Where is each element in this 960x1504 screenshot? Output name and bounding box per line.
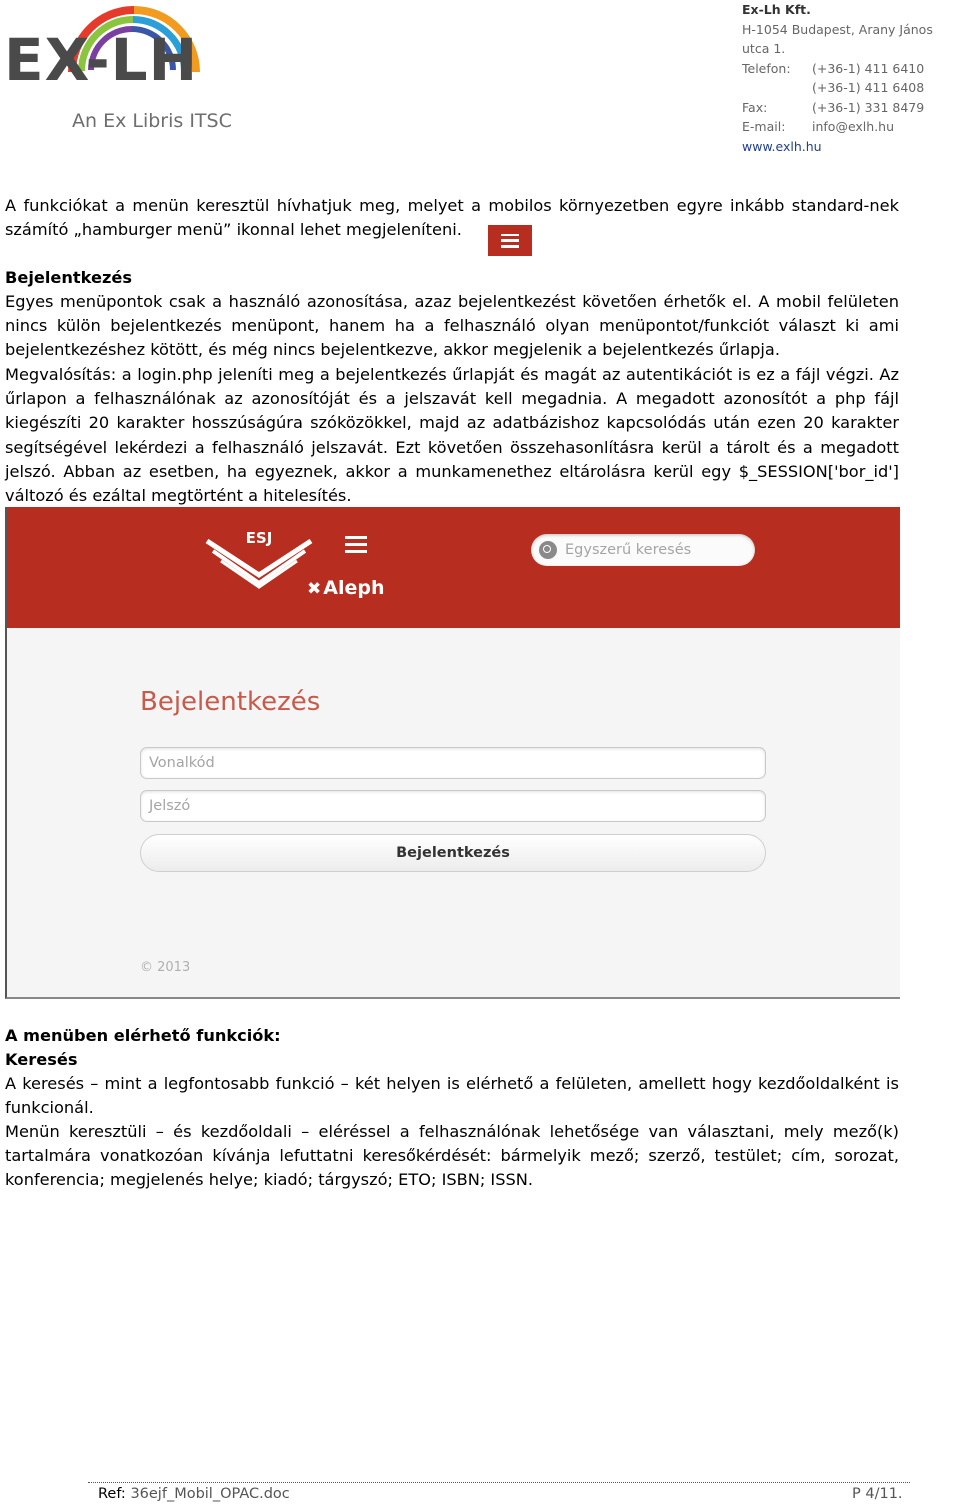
footer-reference — [98, 1484, 290, 1504]
login-button-label: Bejelentkezés — [396, 845, 510, 861]
hamburger-menu-icon — [488, 225, 532, 256]
login-paragraph-1: Egyes menüpontok csak a használó azonosítása, azaz bejelentkezést követően érhetők el. A mobil felületen nincs külön bejelentkezés menüpont, hanem ha a felhasználó olyan menüpontot/funkciót választ ki ami bejelentkezéshez kötött, és még nincs bejelentkezve, akkor megjelenik a bejelentkezés űrlapja. — [5, 292, 899, 360]
fax-row — [742, 98, 960, 118]
company-address: H-1054 Budapest, Arany János utca 1. — [742, 21, 933, 56]
ref-label: Ref: — [98, 1486, 126, 1502]
aleph-label: Aleph — [323, 577, 385, 599]
copyright: © 2013 — [140, 960, 191, 975]
search-icon — [539, 541, 557, 559]
logo-tagline: An Ex Libris ITSC — [72, 110, 232, 132]
login-title: Bejelentkezés — [140, 687, 321, 717]
app-header-bar — [7, 507, 900, 628]
footer-divider — [88, 1482, 910, 1483]
company-header — [742, 0, 960, 156]
email-label: E-mail: — [742, 119, 786, 134]
fax-value: (+36-1) 331 8479 — [812, 99, 925, 115]
intro-paragraph: A funkciókat a menün keresztül hívhatjuk meg, melyet a mobilos környezetben egyre inkább standard-nek számító „hamburger menü” ikonnal lehet megjeleníteni. — [5, 196, 899, 240]
search-heading: Keresés — [5, 1050, 78, 1069]
search-paragraph-2: Menün keresztüli – és kezdőoldali – eléréssel a felhasználónak lehetősége van választani, mely mező(k) tartalmára vonatkozóan kívánja lefuttatni keresőkérdését: bármelyik mező; szerző, testület; cím, sorozat, konferencia; megjelenés helye; kiadó; tárgyszó; ETO; ISBN; ISSN. — [5, 1122, 899, 1190]
phone-2: (+36-1) 411 6408 — [812, 80, 925, 95]
functions-heading: A menüben elérhető funkciók: — [5, 1026, 281, 1045]
password-placeholder: Jelszó — [149, 798, 191, 814]
screenshot-menu-icon — [345, 536, 367, 553]
email-row — [742, 117, 960, 137]
password-field — [140, 790, 766, 822]
aleph-brand — [307, 575, 384, 602]
phone-1: (+36-1) 411 6410 — [812, 60, 925, 76]
aleph-x-icon: ✖ — [307, 579, 322, 599]
esj-logo-icon — [203, 527, 315, 589]
svg-text:ESJ: ESJ — [245, 529, 273, 547]
email-value[interactable]: info@exlh.hu — [812, 119, 895, 134]
login-paragraph-2: Megvalósítás: a login.php jeleníti meg a bejelentkezés űrlapját és magát az autentikációt is ez a fájl végzi. Az űrlapon a felhasználónak az azonosítóját és a jelszavát kell megadnia. A megadott azonosítót a php fájl kiegészíti 20 karakter hosszúságúra szóközökkel, majd az adatbázishoz kapcsolódás után ezen 20 karakter segítségével lekérdezi a felhasználó jelszavát. Ezt követően összehasonlításra kerül a tárolt és a megadott jelszó. Abban az esetben, ha egyeznek, akkor a munkamenethez eltárolásra kerül egy $_SESSION['bor_id'] változó és ezáltal megtörtént a hitelesítés. — [5, 365, 899, 506]
company-name: Ex-Lh Kft. — [742, 2, 811, 17]
login-button — [140, 834, 766, 872]
login-heading: Bejelentkezés — [5, 268, 132, 287]
page-number: P 4/11. — [852, 1486, 903, 1502]
login-screenshot — [5, 507, 900, 999]
phone-label: Telefon: — [742, 60, 791, 76]
phone-row-2 — [742, 78, 960, 98]
search-paragraph-1: A keresés – mint a legfontosabb funkció – két helyen is elérhető a felületen, amellett hogy kezdőoldalként is funkcionál. — [5, 1074, 899, 1118]
simple-search-input — [531, 534, 755, 566]
search-placeholder: Egyszerű keresés — [565, 542, 692, 558]
website-link[interactable]: www.exlh.hu — [742, 138, 822, 154]
phone-row — [742, 59, 960, 79]
logo-wordmark: EX-LH — [4, 26, 199, 94]
barcode-placeholder: Vonalkód — [149, 755, 215, 771]
ref-value: 36ejf_Mobil_OPAC.doc — [130, 1486, 290, 1502]
barcode-field — [140, 747, 766, 779]
fax-label: Fax: — [742, 99, 768, 115]
